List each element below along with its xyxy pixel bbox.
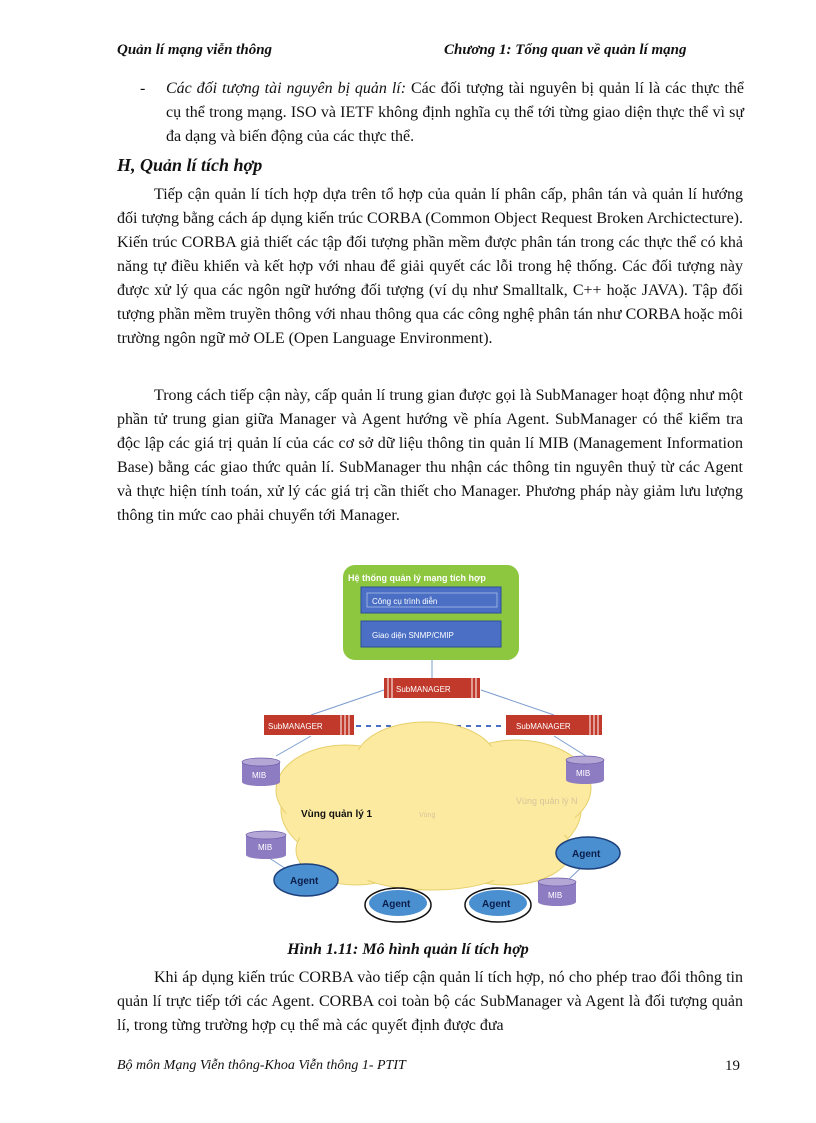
- bullet-body: Các đối tượng tài nguyên bị quản lí là các thực thể cụ thể trong mạng. ISO và IETF không định nghĩa cụ thể tới từng giao diện thực thể vì sự đa dạng và biến động của các thực thể.: [166, 80, 745, 145]
- agent-4: [556, 837, 620, 869]
- header-right: Chương 1: Tổng quan về quản lí mạng: [444, 42, 687, 58]
- bullet-dash: -: [140, 80, 146, 97]
- paragraph-2: Trong cách tiếp cận này, cấp quản lí trung gian được gọi là SubManager hoạt động như một phần tử trung gian giữa Manager và Agent hướng về phía Agent. SubManager có thể kiểm tra độc lập các giá trị quản lí của các cơ sở dữ liệu thông tin quản lí MIB (Management Information Base) bằng các giao thức quản lí. SubManager thu nhận các thông tin nguyên thuỷ từ các Agent và thực hiện tính toán, xử lý các giá trị cần thiết cho Manager. Phương pháp này giảm lưu lượng thông tin mức cao phải chuyển tới Manager.: [117, 387, 743, 524]
- submanager-left-label: SubMANAGER: [268, 722, 323, 731]
- bullet-text: [166, 77, 744, 149]
- presentation-tool-label: Công cụ trình diễn: [372, 597, 438, 606]
- mib-2-label: MIB: [576, 769, 591, 778]
- agent-2-label: Agent: [382, 899, 411, 910]
- paragraph-3: Khi áp dụng kiến trúc CORBA vào tiếp cận quản lí tích hợp, nó cho phép trao đổi thông tin quản lí trực tiếp tới các Agent. CORBA coi toàn bộ các SubManager và Agent là đối tượng quản lí, trong từng trường hợp cụ thể mà các quyết định được đưa: [117, 969, 743, 1034]
- agent-3-label: Agent: [482, 899, 511, 910]
- zone-mid-label: Vùng: [419, 812, 436, 819]
- mib-1: [242, 758, 280, 786]
- zone-1-label: Vùng quản lý 1: [301, 809, 373, 820]
- page-number: 19: [725, 1058, 740, 1074]
- header-left: Quản lí mạng viễn thông: [117, 42, 273, 58]
- submanager-top-label: SubMANAGER: [396, 685, 451, 694]
- mib-1-label: MIB: [252, 771, 267, 780]
- mib-4-label: MIB: [548, 891, 563, 900]
- system-title: Hệ thống quản lý mạng tích hợp: [348, 573, 486, 583]
- footer-text: Bộ môn Mạng Viễn thông-Khoa Viễn thông 1- PTIT: [117, 1058, 406, 1073]
- submanager-right-label: SubMANAGER: [516, 722, 571, 731]
- agent-1-label: Agent: [290, 876, 319, 887]
- mib-3-label: MIB: [258, 843, 273, 852]
- mib-2: [566, 756, 604, 784]
- agent-2: [365, 888, 431, 922]
- agent-4-label: Agent: [572, 849, 601, 860]
- bullet-term: Các đối tượng tài nguyên bị quản lí:: [166, 80, 407, 97]
- integrated-management-diagram: [236, 560, 628, 932]
- section-title: H, Quản lí tích hợp: [117, 155, 263, 175]
- paragraph-1: Tiếp cận quản lí tích hợp dựa trên tổ hợp của quản lí phân cấp, phân tán và quản lí hướng đối tượng bằng cách áp dụng kiến trúc CORBA (Common Object Request Broken Archictecture). Kiến trúc CORBA giả thiết các tập đối tượng phần mềm được phân tán trong các thực thể có khả năng tự điều khiển và kết hợp với nhau để giải quyết các lỗi trong hệ thống. Các đối tượng này được xử lý qua các ngôn ngữ hướng đối tượng (ví dụ như Smalltalk, C++ hoặc JAVA). Tập đối tượng phần mềm truyền thông với nhau thông qua các công nghệ phân tán như CORBA hoặc môi trường ngôn ngữ mở OLE (Open Language Environment).: [117, 186, 743, 347]
- agent-3: [465, 888, 531, 922]
- agent-1: [274, 864, 338, 896]
- mib-4: [538, 878, 576, 906]
- line-top-to-left: [311, 690, 384, 715]
- page-header: [117, 42, 740, 64]
- line-top-to-right: [481, 690, 554, 715]
- figure-caption: Hình 1.11: Mô hình quản lí tích hợp: [287, 941, 529, 958]
- snmp-cmip-interface-label: Giao diện SNMP/CMIP: [372, 631, 454, 640]
- zone-n-label: Vùng quản lý N: [516, 796, 578, 806]
- mib-3: [246, 831, 286, 859]
